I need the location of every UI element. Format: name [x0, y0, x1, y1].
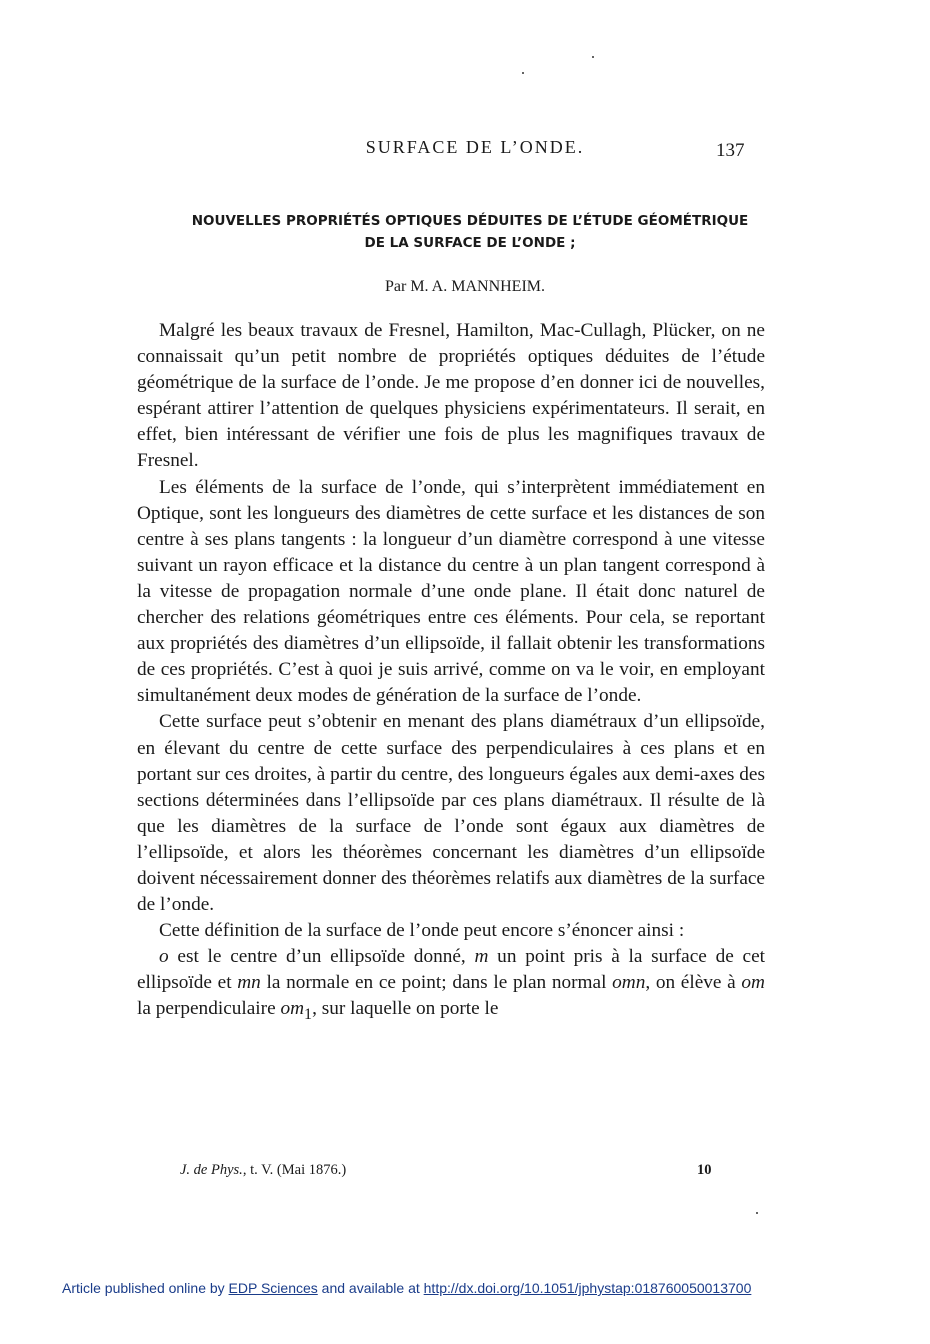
running-title: SURFACE DE L’ONDE. — [365, 137, 585, 157]
article-title — [130, 210, 810, 254]
body-text — [137, 318, 765, 1028]
scan-speck — [756, 1212, 758, 1214]
math-o: o — [159, 946, 169, 968]
paragraph-1: Malgré les beaux travaux de Fresnel, Hamilton, Mac-Cullagh, Plücker, on ne connaissait qu’un petit nombre de propriétés optiques déduites de l’étude géométrique de la surface de l’onde. Je me propose d’en donner ici de nouvelles, espérant attirer l’attention de quelques physiciens expérimentateurs. Il serait, en effet, bien intéressant de vérifier une fois de plus les magnifiques travaux de Fresnel. — [137, 320, 765, 472]
footer-journal-reference — [180, 1162, 346, 1179]
math-omn: omn — [612, 972, 646, 994]
publisher-note — [62, 1280, 751, 1296]
journal-name: J. de Phys. — [180, 1162, 243, 1178]
math-om: om — [741, 972, 765, 994]
publisher-link[interactable]: EDP Sciences — [228, 1280, 318, 1296]
signature-mark: 10 — [697, 1162, 712, 1178]
math-m: m — [474, 946, 489, 968]
journal-volume: , t. V. (Mai 1876.) — [242, 1162, 347, 1178]
page-number: 137 — [716, 140, 745, 161]
paragraph-2: Les éléments de la surface de l’onde, qui s’interprètent immédiatement en Optique, sont les longueurs des diamètres de cette surface et les distances de son centre à ses plans tangents : la longueur d’un diamètre correspond à une vitesse suivant un rayon efficace et la distance du centre à un plan tangent correspond à la vitesse de propagation normale d’une onde plane. Il était donc naturel de chercher des relations géométriques entre ces éléments. Pour cela, se reportant aux propriétés des diamètres d’un ellipsoïde, il fallait obtenir les transformations de ces propriétés. C’est à quoi je suis arrivé, comme on va le voir, en employant simultanément deux modes de génération de la surface de l’onde. — [137, 476, 765, 707]
p5-text-d: , on élève à — [645, 972, 742, 994]
paragraph-4: Cette définition de la surface de l’onde peut encore s’énoncer ainsi : — [159, 920, 685, 942]
scan-speck — [522, 72, 524, 74]
math-om1: om — [280, 998, 305, 1020]
author-byline: Par M. A. MANNHEIM. — [385, 278, 545, 295]
article-title-line-2: DE LA SURFACE DE L’ONDE ; — [364, 235, 576, 251]
p5-text-e: la perpendiculaire — [137, 998, 281, 1020]
paragraph-5 — [137, 944, 765, 1028]
paragraph-3: Cette surface peut s’obtenir en menant des plans diamétraux d’un ellipsoïde, en élevant du centre de cette surface des perpendiculaires à ces plans et en portant sur ces droites, à partir du centre, des longueurs égales aux demi-axes des sections déterminées dans l’ellipsoïde par ces plans diamétraux. Il résulte de là que les diamètres de la surface de l’onde sont égaux aux diamètres de l’ellipsoïde, et alors les théorèmes concernant les diamètres d’un ellipsoïde doivent nécessairement donner des théorèmes relatifs aux diamètres de la surface de l’onde. — [137, 711, 765, 916]
scan-speck — [592, 56, 594, 58]
p5-text-b: un point pris à la surface de cet ellipsoïde et — [137, 946, 765, 994]
math-subscript-1: 1 — [304, 1006, 313, 1024]
p5-text-f: , sur laquelle on porte le — [312, 998, 499, 1020]
article-title-line-1: NOUVELLES PROPRIÉTÉS OPTIQUES DÉDUITES DE L’ÉTUDE GÉOMÉTRIQUE — [191, 213, 749, 229]
publisher-prefix: Article published online by — [62, 1280, 229, 1296]
publisher-middle: and available at — [317, 1280, 424, 1296]
p5-text-c: la normale en ce point; dans le plan normal — [260, 972, 613, 994]
math-mn: mn — [237, 972, 261, 994]
doi-link[interactable]: http://dx.doi.org/10.1051/jphystap:018760050013700 — [423, 1280, 752, 1296]
p5-text-a: est le centre d’un ellipsoïde donné, — [168, 946, 475, 968]
